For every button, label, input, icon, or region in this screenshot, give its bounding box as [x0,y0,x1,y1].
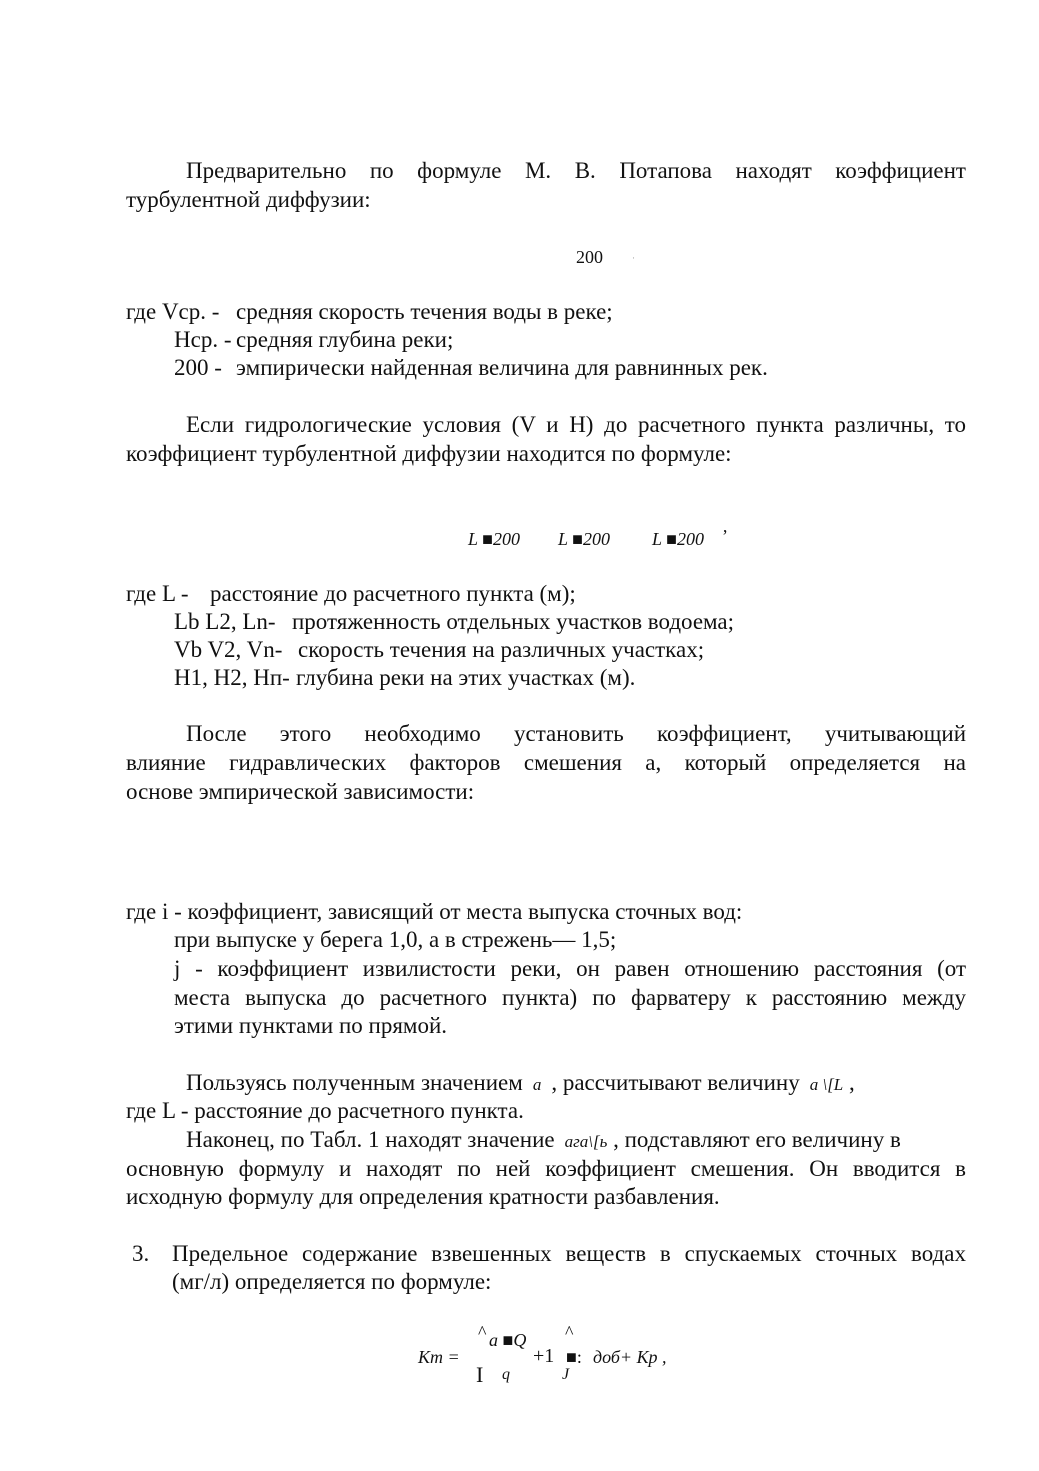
formula3-caret2: ^ [565,1322,574,1342]
para-finally-line1: Наконец, по Табл. 1 находят значение ага\[ь , подставляют его величину в [186,1127,901,1152]
formula3-rhs: доб+ Кр , [593,1347,667,1367]
def-200-desc: эмпирически найденная величина для равнинных рек. [236,355,768,380]
para-hydro-line1: Если гидрологические условия (V и Н) до расчетного пункта различны, то [186,412,966,437]
formula2-term1: L ■200 [468,529,521,549]
formula2-term3: L ■200 [652,529,705,549]
para-using-line2: где L - расстояние до расчетного пункта. [126,1098,524,1123]
formula3-numerator: а ■Q [489,1330,527,1350]
item3-line2: (мг/л) определяется по формуле: [172,1269,492,1294]
def-j-line1: j - коэффициент извилистости реки, он равен отношению расстояния (от [174,956,966,981]
def-hn-term: H1, H2, Hп- [174,665,290,690]
formula3-sub-j: J [562,1366,570,1383]
formula2-term2: L ■200 [558,529,611,549]
item3-number: 3. [132,1241,150,1266]
def-l-desc: расстояние до расчетного пункта (м); [210,581,576,606]
para-hydro-line2: коэффициент турбулентной диффузии находится по формуле: [126,441,732,466]
para-potapov-line1: Предварительно по формуле М. В. Потапова находят коэффициент [186,158,966,183]
formula3-lhs: Кт = [418,1347,460,1367]
para-after-line1: После этого необходимо установить коэффициент, учитывающий [186,721,966,746]
def-l-term: где L - [126,581,189,606]
formula2-tail: ’ [722,526,728,546]
formula3-caret1: ^ [478,1322,487,1342]
para-finally-line2: основную формулу и находят по ней коэффициент смешения. Он вводится в [126,1156,966,1181]
item3-line1: Предельное содержание взвешенных веществ в спускаемых сточных водах [172,1241,966,1266]
formula3-bracket: I [476,1362,484,1387]
formula3-plus-one: +1 [533,1345,555,1367]
def-vn-term: Vb V2, Vn- [174,637,283,662]
def-i-line2: при выпуске у берега 1,0, а в стрежень— 1,5; [174,927,617,952]
def-ln-desc: протяженность отдельных участков водоема; [292,609,735,634]
def-j-line3: этими пунктами по прямой. [174,1013,448,1038]
para-using-line1: Пользуясь полученным значением а , рассчитывают величину а \[L , [186,1070,855,1095]
def-hsr-term: Hср. - [174,327,232,352]
def-hn-desc: глубина реки на этих участках (м). [296,665,636,690]
para-after-line2: влияние гидравлических факторов смешения а, который определяется на [126,750,966,775]
para-finally-line3: исходную формулу для определения кратности разбавления. [126,1184,720,1209]
def-vn-desc: скорость течения на различных участках; [298,637,705,662]
formula-potapov: 200 [576,247,603,267]
formula3-mid: ■: [566,1347,582,1367]
para-potapov-line2: турбулентной диффузии: [126,187,371,212]
para-after-line3: основе эмпирической зависимости: [126,779,475,804]
def-200-term: 200 - [174,355,222,380]
formula3-sub-q: q [502,1366,510,1383]
def-hsr-desc: средняя глубина реки; [236,327,454,352]
def-i-line1: где i - коэффициент, зависящий от места выпуска сточных вод: [126,899,743,924]
def-ln-term: Lb L2, Ln- [174,609,276,634]
formula-dot: · [632,253,635,263]
def-vsr-term: где Vср. - [126,299,220,324]
def-j-line2: места выпуска до расчетного пункта) по фарватеру к расстоянию между [174,985,966,1010]
def-vsr-desc: средняя скорость течения воды в реке; [236,299,613,324]
